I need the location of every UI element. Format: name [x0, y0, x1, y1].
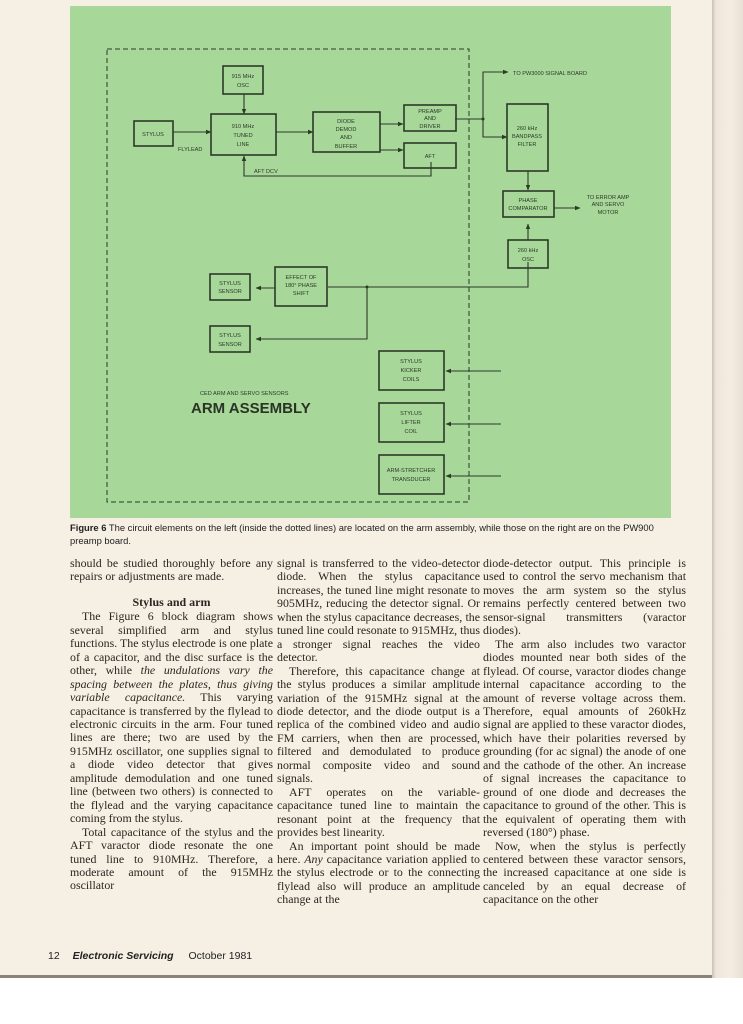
svg-text:STYLUS: STYLUS — [142, 132, 164, 138]
svg-text:DEMOD: DEMOD — [335, 127, 357, 133]
issue-date: October 1981 — [188, 950, 253, 962]
svg-text:TO ERROR AMP: TO ERROR AMP — [586, 195, 630, 201]
svg-text:AND: AND — [340, 135, 352, 141]
caption-text: The circuit elements on the left (inside the dotted lines) are located on the arm assembly, while those on the right are on the PW900 preamp board. — [70, 522, 654, 546]
blank-margin — [712, 978, 743, 1024]
svg-text:STYLUS: STYLUS — [400, 411, 422, 417]
paragraph: diode-detector output. This principle is used to control the servo mechanism that moves the arm system so the stylus remains perfectly centered between two sensor-signal transmitters (varactor diodes). — [483, 556, 686, 638]
svg-text:LIFTER: LIFTER — [401, 420, 421, 426]
svg-text:ARM-STRETCHER: ARM-STRETCHER — [386, 468, 436, 474]
block-effect-phase-shift — [275, 267, 327, 306]
svg-text:COILS: COILS — [402, 377, 420, 383]
svg-text:PHASE: PHASE — [518, 198, 538, 204]
section-heading: Stylus and arm — [132, 594, 211, 609]
paragraph: The arm also includes two varactor diodes mounted near both sides of the flylead. Of course, varactor diodes change internal capacitance according to the amount of reverse voltage across them. Therefore, equal amounts of 260kHz signal are applied to these varactor diodes, which have their polarities reversed by grounding (for ac signal) the anode of one and the cathode of the other. An increase of signal increases the capacitance to ground of one diode and decreases the capacitance to ground of the other. This is the equivalent of operating them with reversed (180°) phase. — [483, 636, 686, 840]
svg-text:EFFECT OF: EFFECT OF — [285, 275, 317, 281]
block-260khz-bandpass — [507, 104, 548, 171]
svg-text:OSC: OSC — [236, 83, 250, 89]
block-phase-comparator — [503, 191, 554, 217]
svg-text:FILTER: FILTER — [517, 142, 537, 148]
text-run: The Figure 6 block diagram shows several simplified arm and stylus functions. The stylus electrode is one plate of a capacitor, and the disc surface is the other, while — [70, 609, 273, 678]
svg-text:DRIVER: DRIVER — [419, 124, 441, 130]
svg-text:SENSOR: SENSOR — [218, 289, 242, 295]
page-bottom-edge — [0, 975, 712, 978]
italic-run: Any — [304, 851, 323, 866]
svg-text:STYLUS: STYLUS — [219, 281, 241, 287]
wire-sensor2 — [256, 287, 367, 339]
wire-to-bandpass — [483, 119, 507, 137]
svg-text:MOTOR: MOTOR — [597, 210, 619, 216]
label-to-error-amp — [587, 195, 630, 216]
svg-text:TUNED: TUNED — [233, 133, 253, 139]
svg-text:SENSOR: SENSOR — [218, 342, 242, 348]
svg-text:SHIFT: SHIFT — [292, 291, 310, 297]
block-915mhz-osc — [223, 66, 263, 94]
page-gutter — [712, 0, 743, 978]
label-aft-dcv: AFT DCV — [254, 169, 278, 175]
paragraph: should be studied thoroughly before any repairs or adjustments are made. — [70, 556, 273, 584]
svg-text:910 MHz: 910 MHz — [231, 124, 255, 130]
paragraph — [277, 840, 480, 907]
svg-text:AND SERVO: AND SERVO — [591, 202, 625, 208]
text-run: This varying capacitance is transferred by the flylead to electronic circuits in the arm. Four tuned lines are there; two are used by the 915MHz oscillator, one supplies signal to a diode video detector that gives amplitude demodulation and one tuned line (between two others) is connected to the flylead and the varying capacitance coming from the stylus. — [70, 690, 273, 826]
block-stylus-kicker-coils — [379, 351, 444, 390]
page-number: 12 — [48, 950, 60, 962]
svg-text:BUFFER: BUFFER — [334, 144, 358, 150]
label-to-pw3000: TO PW3000 SIGNAL BOARD — [513, 71, 587, 77]
junction-dot — [482, 118, 485, 121]
paragraph: Therefore, this capacitance change at the stylus produces a similar amplitude variation of the 915MHz signal at the diode detector, and the diode output is a replica of the combined video and audio FM carriers, when then are processed, filtered and demodulated to produce normal composite video and sound signals. — [277, 663, 480, 786]
block-diagram — [70, 6, 671, 518]
diagram-title: ARM ASSEMBLY — [191, 400, 311, 417]
svg-text:COIL: COIL — [404, 429, 418, 435]
svg-text:180° PHASE: 180° PHASE — [284, 283, 318, 289]
wire-to-pw3000 — [483, 72, 508, 119]
block-stylus — [134, 121, 173, 146]
block-910mhz-tuned-line — [211, 114, 276, 155]
text-column-3 — [483, 557, 686, 907]
block-arm-stretcher — [379, 455, 444, 494]
svg-text:260 kHz: 260 kHz — [517, 248, 539, 254]
svg-text:AND: AND — [424, 116, 436, 122]
svg-text:260 kHz: 260 kHz — [516, 126, 538, 132]
svg-text:BANDPASS: BANDPASS — [511, 134, 543, 140]
text-run: An important point should be made here. — [277, 838, 480, 866]
text-column-2 — [277, 557, 480, 907]
svg-text:PREAMP: PREAMP — [418, 109, 442, 115]
figure-caption — [70, 522, 675, 547]
paragraph: Total capacitance of the stylus and the AFT varactor diode resonate the one tuned line to 910MHz. Therefore, a moderate amount of the 915MHz oscillator — [70, 824, 273, 893]
italic-run: the undulations vary the spacing between the plates, thus giving variable capacitance. — [70, 663, 273, 705]
paragraph — [70, 610, 273, 825]
svg-text:KICKER: KICKER — [400, 368, 422, 374]
block-aft — [404, 143, 456, 168]
svg-text:COMPARATOR: COMPARATOR — [508, 206, 548, 212]
svg-text:DIODE: DIODE — [337, 119, 355, 125]
block-stylus-sensor-2 — [210, 326, 250, 352]
svg-text:LINE: LINE — [236, 142, 250, 148]
diagram-subtitle: CED ARM AND SERVO SENSORS — [200, 391, 289, 397]
svg-text:STYLUS: STYLUS — [219, 333, 241, 339]
svg-text:AFT: AFT — [424, 154, 436, 160]
block-preamp-driver — [404, 105, 456, 131]
paragraph: Now, when the stylus is perfectly centered between these varactor sensors, the increased capacitance at one side is canceled by an equal decrease of capacitance on the other — [483, 838, 686, 907]
label-flylead: FLYLEAD — [178, 147, 203, 153]
block-stylus-lifter-coil — [379, 403, 444, 442]
paragraph: AFT operates on the variable-capacitance tuned line to maintain the resonant point at the frequency that provides best linearity. — [277, 784, 480, 840]
magazine-name: Electronic Servicing — [72, 950, 174, 962]
text-column-1 — [70, 557, 273, 893]
page-footer — [48, 950, 252, 962]
svg-text:TRANSDUCER: TRANSDUCER — [391, 477, 431, 483]
block-stylus-sensor-1 — [210, 274, 250, 300]
svg-text:STYLUS: STYLUS — [400, 359, 422, 365]
wire-osc-sensors — [328, 262, 528, 287]
paragraph: signal is transferred to the video-detector diode. When the stylus capacitance increases, the tuned line might resonate to 905MHz, reducing the detector signal. Or when the stylus capacitance decreases, the tuned line could resonate to 915MHz, thus a stronger signal reaches the video detector. — [277, 556, 480, 665]
text-run: capacitance variation applied to the stylus electrode or to the connecting flylead also will produce an amplitude change at the — [277, 851, 481, 907]
junction-dot — [366, 286, 369, 289]
svg-text:915 MHz: 915 MHz — [231, 74, 255, 80]
block-diode-demod — [313, 112, 380, 152]
svg-text:OSC: OSC — [521, 257, 535, 263]
figure-number: Figure 6 — [70, 522, 107, 533]
